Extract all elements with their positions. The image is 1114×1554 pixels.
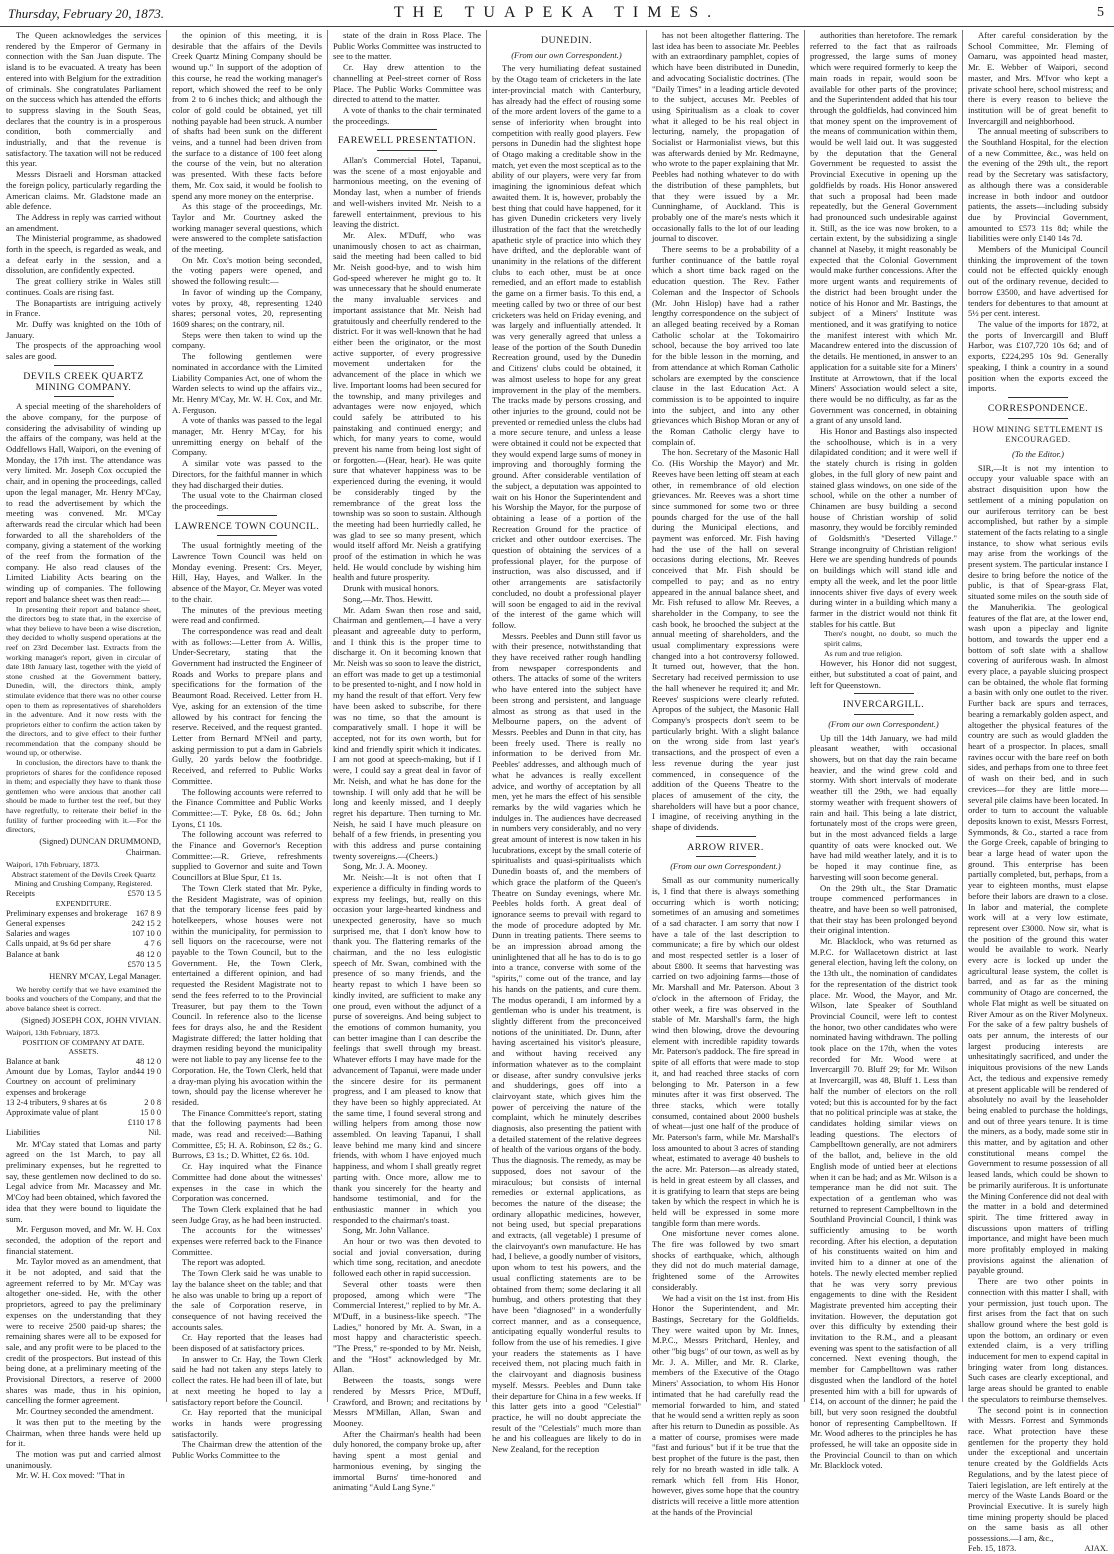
dateline: Waipori, 17th February, 1873. bbox=[6, 860, 100, 870]
paragraph: Small as our community numerically is, I find that there is always something occurring which is worth noticing; sometimes of an amusing and sometimes of a sad character. I am sorry that now I have a tale of the last description to communicate; a fire by which our oldest and most respected settler is a loser of about £800. It seems that harvesting was carried on two adjoining farms—those of Mr. Marshall and Mr. Paterson. About 3 o'clock in the afternoon of Friday, the other week, a fire was observed in the stable of Mr. Marshall's farm, the high wind then blowing, drove the devouring element with incredible rapidity towards Mr. Paterson's paddock. The fire spread in spite of all efforts that were made to stop it, and had reached three stacks of corn belonging to Mr. Paterson in a few minutes after it was first observed. The three stacks, which were totally consumed, contained about 2000 bushels of wheat—just one half of the produce of Mr. Paterson's farm, while Mr. Marshall's loss amounted to about 3 acres of standing wheat, estimated to average 40 bushels to the acre. Mr. Paterson—as already stated, is held in great esteem by all classes, and it is gratifying to learn that steps are being taken by which the respect in which he is held will be expressed in some more tangible form than mere words. bbox=[652, 875, 799, 1228]
paragraph: However, his Honor did not suggest, either, but substituted a coat of paint, and left for Queenstown. bbox=[810, 658, 957, 690]
paragraph: Up till the 14th January, we had mild pleasant weather, with occasional showers, but on that day the rain became heavier, and the wind grew cold and stormy. With short intervals of moderate weather till the 29th, we had equally stormy weather with frequent showers of rain and hail. This being a late district, fortunately most of the crops were green, but in the most advanced fields a large quantity of oats were knocked out. We have had mild weather lately, and it is to be hoped it may continue fine, as harvesting will soon become general. bbox=[810, 732, 957, 882]
column-rule bbox=[962, 30, 963, 1402]
paragraph: In favor of winding up the Company, votes by proxy, 48, representing 1240 shares; personal votes, 20, representing 1609 shares; on the contrary, nil. bbox=[172, 286, 322, 329]
letter-title: HOW MINING SETTLEMENT IS ENCOURAGED. bbox=[972, 424, 1104, 445]
paragraph: A vote of thanks to the chair terminated the proceedings. bbox=[333, 104, 481, 126]
correspondent-line: (From our own Correspondent.) bbox=[511, 49, 622, 60]
ledger-line: Liabilities Nil. bbox=[6, 1128, 161, 1138]
paragraph: Song, Mr. J. A. Mooney. bbox=[343, 861, 428, 872]
paragraph: We had a visit on the 1st inst. from His Honor the Superintendent, and Mr. Bastings, Secretary for the Goldfields. They were waited upon by Mr. Innes, M.P.C., Messrs Pritchard, Henley, and other "big bugs" of our town, as well as by Mr. J. A. Miller, and Mr. R. Clarke, members of the Executive of the Otago Miners' Association, to whom His Honor intimated that he had carefully read the memorial forwarded to him, and stated that he would send a written reply as soon after his return to Dunedin as possible. As a matter of course, promises were made "fast and furious" but if it be true that the best prophet of the future is the past, then rely for no breath wasted in idle talk. A remark which fell from His Honor, however, gives some hope that the country districts will receive a little more attention at the hands of the Provincial bbox=[652, 1292, 799, 1517]
paragraph: The great colliery strike in Wales still continues. Coals are rising fast. bbox=[6, 276, 161, 297]
paragraph: Between the toasts, songs were rendered by Messrs Price, M'Duff, Crawford, and Brown; and recitations by Messrs M'Millan, Allan, Swan and Mooney. bbox=[333, 1375, 481, 1428]
paragraph: Mr. Ferguson moved, and Mr. W. H. Cox seconded, the adoption of the report and financial statement. bbox=[6, 1224, 161, 1256]
section-rule bbox=[54, 365, 114, 366]
column-rule bbox=[646, 30, 647, 1402]
column-rule bbox=[166, 30, 167, 1402]
paragraph: The Queen acknowledges the services rendered by the Emperor of Germany in connection with the San Juan dispute. The island is to be evacuated. A treaty has been entered into with Belgium for the extradition of criminals. She congratulates Parliament on the success which has attended the efforts to suppress slaving in the South Seas, declares that the country is in a prosperous condition, both commercially and industrially, and that the revenue is satisfactory. The taxation will not be reduced this year. bbox=[6, 30, 161, 169]
paragraph: It was then put to the meeting by the Chairman, when three hands were held up for it. bbox=[6, 1416, 161, 1449]
paragraph: The prospects of the approaching wool sales are good. bbox=[6, 340, 161, 362]
paragraph: His Honor and Bastings also inspected the schoolhouse, which is in a very dilapidated condition; and it were well if the stately church is rising in golden globes, in the full glory of new paint and stained glass windows, on one side of the school, while on the other a number of Chinamen are busy building a second house of Christian worship of solid masonry, they would be forcibly reminded of Goldsmith's "Deserted Village." Strange incongruity of Christian religion! Here we are spending hundreds of pounds on buildings which will stand idle and empty all the week, and let the poor little innocents shiver five days of every week during winter in a building which many a farmer in the district would not think fit stables for his cattle. But bbox=[810, 426, 957, 629]
paragraph: The following gentlemen were nominated in accordance with the Limited Liability Companies Act, one of whom the Warden selects to wind up the affairs viz., Mr. Henry M'Cay, Mr. W. H. Cox, and Mr. A. Ferguson. bbox=[172, 351, 322, 415]
paragraph: The usual fortnightly meeting of the Lawrence Town Council was held on Monday evening. Present: Crs. Meyer, Hill, Hay, Hayes, and Walker. In the absence of the Mayor, Cr. Meyer was voted to the chair. bbox=[172, 540, 322, 604]
paragraph: Mr. Neish:—It is not often that I experience a difficulty in finding words to express my feelings, but, really on this occasion your large-hearted kindness and unexpected generosity, have so much surprised me, that I don't know how to thank you. The flattering remarks of the chairman, and the no less eulogistic speech of Mr. Swan, combined with the presence of so many friends, and the hearty repast to which I have been so kindly invited, are sufficient to make any one proud, even without the adjunct of a purse of sovereigns. And being subject to the emotions of common humanity, you can better imagine than I can describe the feelings that swell through my breast. Whatever efforts I may have made for the advancement of Tapanui, were made under the sincere desire for its permanent progress, and I am pleased to know that they have been so highly appreciated. At the same time, I found several strong and willing helpers from among those now assembled. On leaving Tapanui, I shall leave behind me many kind and sincere friends, with whom I have enjoyed much happiness, and whom I shall greatly regret parting with. Once more, allow me to thank you sincerely for the hearty and handsome testimonial, and for the enthusiastic manner in which you responded to the chairman's toast. bbox=[333, 872, 481, 1225]
paragraph: A vote of thanks was passed to the legal manager, Mr. Henry M'Cay, for his unremitting energy on behalf of the Company. bbox=[172, 415, 322, 458]
column-6 bbox=[810, 30, 957, 1471]
paragraph: Mr. Duffy was knighted on the 10th of January. bbox=[6, 318, 161, 340]
section-rule bbox=[377, 129, 437, 130]
section-rule bbox=[696, 856, 756, 857]
paragraph: In answer to Cr. Hay, the Town Clerk said he had not taken any steps lately to collect the rates. He had been ill of late, but at next meeting he hoped to lay a satisfactory report before the Council. bbox=[172, 1353, 322, 1407]
paragraph: Cr. Hay reported that the leases had been disposed of at satisfactory prices. bbox=[172, 1332, 322, 1354]
paragraph: The Ministerial programme, as shadowed forth in the speech, is regarded as weak, and a defeat early in the session, and a dissolution, are confidently expected. bbox=[6, 233, 161, 276]
section-rule bbox=[217, 535, 277, 536]
paragraph: One misfortune never comes alone. The fire was followed by two smart shocks of earthquake, which, although they did not do much material damage, frightened some of the Arrowites considerably. bbox=[652, 1228, 799, 1292]
article-heading: FAREWELL PRESENTATION. bbox=[337, 135, 477, 147]
signature: (Signed) JOSEPH COX, JOHN VIVIAN. bbox=[21, 1015, 161, 1025]
ledger-heading: ASSETS. bbox=[68, 1047, 99, 1057]
paragraph: the opinion of this meeting, it is desirable that the affairs of the Devils Creek Quartz Mining Company should be wound up." In support of the adoption of this course, he read the working manager's report, which showed the reef to be only from 2 to 6 inches thick; and although the color of gold could be obtained, yet till nothing payable had been struck. A number of shafts had been sunk on the different veins, and a tunnel had been driven from the surface to a distance of 100 feet along the course of the vein, but no alteration was presented. With these facts before them, Mr. Cox said, it would be foolish to spend any more money on the enterprise. bbox=[172, 30, 322, 201]
ledger-line: Amount due by Lomas, Taylor and Courtney on account of preliminary expenses and brokerage 44 19 0 bbox=[6, 1067, 161, 1097]
section-rule bbox=[854, 693, 914, 694]
paragraph: As this stage of the proceedings, Mr. Taylor and Mr. Courtney asked the working manager several questions, which were answered to the complete satisfaction of the meeting. bbox=[172, 201, 322, 255]
paragraph: Steps were then taken to wind up the company. bbox=[172, 329, 322, 351]
paragraph: The very humiliating defeat sustained by the Otago team of cricketers in the late inter-provincial match with Canterbury, has already had the effect of rousing some of the more ardent lovers of the game to a sense of inferiority when brought into competition with really good players. Few persons in Dunedin had the slightest hope of Otago making a creditable show in the match, yet even the most sceptical as to the ability of our players, were very far from imagining the ignominious defeat which awaited them. It is, however, probably the best thing that could have happened, for it has given Dunedin cricketers very lively illustration of the fact that the wretchedly apathetic style of practice into which they have drifted, and the deplorable want of unanimity in the relations of the different clubs to each other, must be at once remedied, and an effort made to establish the game on a firmer basis. To this end, a meeting called by two or three of our best cricketers was held on Friday evening, and was largely and influentially attended. It was very generally agreed that unless a lease of the portion of the South Dunedin Recreation ground, used by the Dunedin and Citizens' clubs could be obtained, it was almost useless to hope for any great improvement in the play of the members. The tracks made by persons crossing, and other injuries to the ground, could not be prevented or remedied unless the clubs had a more secure tenure, and unless a lease were obtained it could not be expected that they would expend large sums of money in improving and thoroughly forming the ground. After considerable ventilation of the subject, a deputation was appointed to wait on his Honor the Superintendent and his Worship the Mayor, for the purpose of obtaining a lease of a portion of the Recreation Ground for the practice of cricket and other outdoor exercises. The question of obtaining the services of a professional player, for the purpose of instruction, was also discussed, and if other arrangements are satisfactorily concluded, no doubt a professional player will soon be engaged to aid in the revival of the interest of the game which will follow. bbox=[492, 63, 641, 630]
ledger-heading: EXPENDITURE. bbox=[55, 899, 112, 909]
paragraph: Mr. Alex. M'Duff, who was unanimously chosen to act as chairman, said the meeting had been called to bid Mr. Neish good-bye, and to wish him God-speed wherever he might go to. It was unnecessary that he should enumerate the many invaluable services and important assistance that Mr. Neish had gratuitously and cheerfully rendered to the district. For it was well-known that he had either been the originator, or the most active supporter, of every progressive movement undertaken for the advancement of the place in which we live. Important looms had been secured for the township, and many privileges and advantages were now enjoyed, which could safely be attributed to his painstaking and continued energy; and which, for many years to come, would prevent his name from being lost sight of or forgotten.—(Hear, hear). He was quite sure that whatever happiness was to be experienced during the evening, it would be considerably tinged by the remembrance of the great loss the township was so soon to sustain. Although the meeting had been hurriedly called, he was glad to see so many present, which would itself afford Mr. Neish a gratifying proof of the estimation in which he was held. He would conclude by wishing him health and future prosperity. bbox=[333, 229, 481, 583]
paragraph: Messrs Disraeli and Horsman attacked the foreign policy, particularly regarding the American claims. Mr. Gladstone made an able defence. bbox=[6, 169, 161, 212]
ledger-line: 13 2-4 tributers, 9 shares at 6s 2 0 8 bbox=[6, 1097, 161, 1107]
paragraph: After careful consideration by the School Committee, Mr. Fleming of Oamaru, was appointed head master, Mr. E. Webber of Waipori, second master, and Mrs. M'Ivor who kept a private school here, school mistress; and there is every reason to believe the institution will be of great benefit to Invercargill and neighborhood. bbox=[968, 30, 1108, 126]
newspaper-title: THE TUAPEKA TIMES. bbox=[393, 4, 721, 21]
ledger-line: Balance at bank 48 12 0 bbox=[6, 949, 161, 959]
report-text: In conclusion, the directors have to thank the proprietors of shares for the confidence reposed in them; and especially they have to thank those gentlemen who were anxious that another call should be made to further test the reef, but they have regretfully, to reiterate their belief in the futility of further proceeding with it.—For the directors, bbox=[6, 758, 161, 835]
ledger-line: Approximate value of plant 15 0 0 bbox=[6, 1108, 161, 1117]
paragraph: The following account was referred to the Finance and Governor's Reception Committee:—R. Grieve, refreshments supplied to Governor and suite and Town Councillors at Blue Spur, £1 1s. bbox=[172, 829, 322, 883]
paragraph: The Bonapartists are intriguing actively in France. bbox=[6, 297, 161, 319]
verse-quote: There's nought, no doubt, so much the spirit calms, As rum and true religion. bbox=[824, 629, 957, 658]
section-rule bbox=[217, 515, 277, 516]
paragraph: An hour or two was then devoted to social and jovial conversation, during which time song, recitation, and anecdote followed each other in rapid succession. bbox=[333, 1236, 481, 1279]
ledger-total: £570 13 5 bbox=[127, 959, 161, 969]
column-rule bbox=[327, 30, 328, 1402]
correspondent-line: (From our own Correspondent.) bbox=[670, 861, 781, 872]
article-heading: INVERCARGILL. bbox=[842, 699, 925, 711]
paragraph: Mr. Taylor moved as an amendment, that it be not adopted, and said that the agreement referred to by Mr. M'Cay was altogether one-sided. He, with the other proprietors, agreed to pay the preliminary expenses on the understanding that they were to receive 2500 paid-up shares; the remaining shares were all to be exposed for sale, and any profit were to be placed to the credit of the prospectors. But instead of this being done, at a preliminary meeting of the Provisional Directors, a reserve of 2000 shares was made, thus in his opinion, cancelling the former agreement. bbox=[6, 1256, 161, 1406]
paragraph: After the Chairman's health had been duly honored, the company broke up, after having spent a most genial and harmonious evening, by singing the immortal Burns' time-honored and animating "Auld Lang Syne." bbox=[333, 1428, 481, 1493]
article-heading: ARROW RIVER. bbox=[687, 841, 764, 853]
paragraph: The minutes of the previous meeting were read and confirmed. bbox=[172, 604, 322, 626]
paragraph: Drunk with musical honors. bbox=[343, 583, 439, 594]
paragraph: The hon. Secretary of the Masonic Hall Co. (His Worship the Mayor) and Mr. Reeves have been letting off steam at each other, in remembrance of old election grievances. Mr. Reeves was a short time since summoned for some two or three pounds charged for the use of the hall during the Municipal elections, and payment was enforced. Mr. Fish having had the use of the hall on several occasions during elections, Mr. Reeves conceived that Mr. Fish should be compelled to pay; and as no entry appeared in the annual balance sheet, and Mr. Fish refused to allow Mr. Reeves, a shareholder in the Company, to see the cash book, he brooched the subject at the annual meeting of shareholders, and the usual complimentary expressions were changed into a hot controversy followed. It turned out, however, that the hon. Secretary had received permission to use the hall whenever he required it; and Mr. Reeves' suspicions were clearly refuted. Apropos of the subject, the Masonic Hall Company's prospects don't seem to be particularly bright. With a slight balance on the wrong side from last year's transactions, and the prospect of even a less revenue during the year just commenced, in consequence of the addition of the Queens Theatre to the places of amusement of the city, the shareholders will have but a poor chance, I imagine, of receiving anything in the shape of dividends. bbox=[652, 447, 799, 833]
ledger-line: Calls unpaid, at 9s 6d per share 4 7 6 bbox=[6, 939, 161, 949]
column-4 bbox=[492, 30, 641, 1455]
article-heading: LAWRENCE TOWN COUNCIL. bbox=[174, 520, 320, 532]
correspondent-line: (From our own Correspondent.) bbox=[828, 718, 939, 729]
paragraph: Mr. Courtney seconded the amendment. bbox=[16, 1406, 154, 1417]
ledger-line: Receipts £570 13 5 bbox=[6, 889, 161, 898]
paragraph: The Chairman drew the attention of the Public Works Committee to the bbox=[172, 1439, 322, 1461]
ledger-line: Preliminary expenses and brokerage 167 8 9 bbox=[6, 908, 161, 918]
paragraph: The second point is in connection with Messrs. Forrest and Symmonds race. What protection have these gentlemen for the property they hold under the exceptional and uncertain tenure created by the Goldfields Acts Regulations, and by the latest piece of Taieri legislation, are left entirely at the mercy of the Waste Lands Board or the Provincial Executive. It is surely high time mining property should be placed on the same basis as all other possessions.—I am, &c., bbox=[968, 1404, 1108, 1544]
page-number: 5 bbox=[1097, 5, 1104, 20]
paragraph: Cr. Hay inquired what the Finance Committee had done about the witnesses' expenses in the case in which the Corporation was concerned. bbox=[172, 1161, 322, 1204]
paragraph: The correspondence was read and dealt with as follows:—Letter from A. Willis, Under-Secretary, stating that the Government had instructed the Engineer of Roads and Works to prepare plans and specifications for the formation of the Beaumont Road. Received. Letter from H. Vye, asking for an extension of the time allowed by his contract for fencing the reserve. Received, and the request granted. Letter from Bernard M'Neil and party, asking permission to put a dam in Gabriels Gully, 20 yards below the footbridge. Received, and referred to Public Works Committee. bbox=[172, 625, 322, 786]
section-rule bbox=[696, 836, 756, 837]
column-1 bbox=[6, 30, 161, 1481]
ledger-line: Salaries and wages 107 10 0 bbox=[6, 929, 161, 939]
paragraph: The Town Clerk stated that Mr. Pyke, the Resident Magistrate, was of opinion that the temporary license fees paid by hotelkeepers, whose houses were not within the municipality, for permission to sell liquors on the racecourse, were not payable to the Town Council, but to the Government. He, the Town Clerk, entertained a different opinion, and had requested the Resident Magistrate not to send the fees referred to to the Provincial Treasurer, but pay them to the Town Council. In reference also to the license fees for drays also, he and the Resident Magistrate differed; the latter holding that draymen residing beyond the municipality were not liable to pay any license fee to the Corporation. He, the Town Clerk, held that a dray-man plying his avocation within the town, should pay the license wherever he resided. bbox=[172, 882, 322, 1107]
paragraph: The Finance Committee's report, stating that the following payments had been made, was read and received:—Bathing Committee, £5; H. A. Robinson, £2 8s.; G. Burrows, £3 1s.; D. Whittet, £2 6s. 10d. bbox=[172, 1107, 322, 1161]
column-rule bbox=[804, 30, 805, 1402]
letter-signature: AJAX. bbox=[1084, 1543, 1108, 1553]
letter-address: (To the Editor.) bbox=[1012, 449, 1064, 460]
paragraph: Mr. Blacklock, who was returned as M.P.C. for Wallacetown district at last general election, having left the colony, on the 13th ult., the nomination of candidates for the representation of the district took place. Mr. Wood, the Mayor, and Mr. Wilson, late Speaker of Southland Provincial Council, were left to contest the honor, two other candidates who were nominated having withdrawn. The polling took place on the 17th, when the votes recorded for Mr. Wood were at Invercargill 70. Bluff 29; for Mr. Wilson at Invercargill, was 48, Bluff 1. Less than half the number of electors on the roll voted; but this is accounted for by the fact that no political principle was at stake, the candidates holding similar views on leading questions. The electors of Campbelltown generally, are not admirers of the ballot, and, believe in the old English mode of untied beer at elections when it can be had; and as Mr. Wilson is a temperance man he did not suit. The expectation of a gentleman who was returned to represent Campbelltown in the Southland Provincial Council, I think was sufficiently amusing to be worth recording. After his election, a deputation of his constituents waited on him and invited him to a dinner at one of the hotels. The newly elected member replied that he was very sorry previous engagements to dine with the Resident Magistrate prevented him accepting their invitation. However, the deputation got over this difficulty by extending their invitation to the R.M., and a pleasant evening was spent to the satisfaction of all concerned. Next evening though, the member for Campbelltown was rather disgusted when the landlord of the hotel presented him with a bill for upwards of £14, on account of the dinner; he paid the bill, but very soon resigned the doubtful honor of representing Campbelltown. If Mr. Wood adheres to the principles he has professed, he will take an opposite side in the Provincial Council to than on which Mr. Blacklock voted. bbox=[810, 936, 957, 1471]
paragraph: authorities than heretofore. The remark referred to the fact that as railroads progressed, the large sums of money which were required formerly to keep the main roads in repair, would soon be available for other parts of the province; and the Superintendent added that his tour through the goldfields, had convinced him that money spent on the improvement of the means of communication within them, would be well laid out. It was suggested by the deputation that the General Government be requested to assist the Provincial Executive in opening up the goldfields by roads. His Honor answered that such a proposal had been made repeatedly, but the General Government had pronounced such undesirable against it. Still, as the ice was now broken, to a certain extent, by the subsidizing a single channel at Naseby, it might reasonably be expected that the Colonial Government would make further concessions. After the more urgent wants and requirements of the district had been brought under the notice of his Honor and Mr. Bastings, the subject of a Miners' Institute was mentioned, and it was gratifying to notice the manifest interest with which Mr. Macandrew entered into the discussion of the details. He mentioned, in answer to an application for a suitable site for a Miners' Institute at Arrowtown, that if the local Miners' Association would select a site, there would be no difficulty, as far as the Government was concerned, in obtaining a grant of any unsold land. bbox=[810, 30, 957, 426]
issue-date: Thursday, February 20, 1873. bbox=[8, 6, 164, 21]
paragraph: state of the drain in Ross Place. The Public Works Committee was instructed to see to the matter. bbox=[333, 30, 481, 62]
paragraph: On Mr. Cox's motion being seconded, the voting papers were opened, and showed the following result:— bbox=[172, 254, 322, 287]
paragraph: The Address in reply was carried without an amendment. bbox=[6, 211, 161, 233]
letter-date: Feb. 15, 1873. bbox=[968, 1543, 1017, 1553]
paragraph: The value of the imports for 1872, at the ports of Invercargill and Bluff Harbor, was £107,720 10s 6d; and of exports, £224,295 10s 9d. Generally speaking, I think a country in a sound position when the exports exceed the imports. bbox=[968, 318, 1108, 394]
certification: We hereby certify that we have examined the books and vouchers of the Company, and that the above balance sheet is correct. bbox=[6, 984, 161, 1013]
section-heading: CORRESPONDENCE. bbox=[987, 402, 1089, 414]
letter-signoff bbox=[968, 1544, 1108, 1554]
ledger-line: Balance at bank 48 12 0 bbox=[6, 1056, 161, 1066]
signature: (Signed) DUNCAN DRUMMOND, Chairman. bbox=[39, 836, 161, 857]
paragraph: Mr. W. H. Cox moved: "That in bbox=[16, 1470, 125, 1481]
column-7 bbox=[968, 30, 1108, 1553]
column-2 bbox=[172, 30, 322, 1461]
article-heading: DEVILS CREEK QUARTZ MINING COMPANY. bbox=[23, 370, 144, 393]
section-rule bbox=[1008, 418, 1068, 419]
paragraph: Messrs. Peebles and Dunn still favor us with their presence, notwithstanding that they have received rather rough handling from newspaper correspondents and others. The attacks of some of the writers who have entered into the subject have been strong and persistent, and language almost as strong as that used in the Melbourne papers, on the advent of Messrs. Peebles and Dunn in that city, has been freely used. There is really no information to be derived from Mr. Peebles' addresses, and although much of what he advances is really excellent advice, and worthy of acceptation by all men, yet he mars the effect of his sensible remarks by the wild vagaries which he indulges in. The audiences have decreased in numbers very considerably, and no very great amount of interest is now taken in his lucubrations, except by the small coterie of spiritualists and quasi-spiritualists which Dunedin boasts of, and the members of which grace the platform of the Queen's Theatre on Sunday evenings, where Mr. Peebles holds forth. A great deal of ignorance seems to prevail with regard to the mode of procedure adopted by Mr. Dunn in treating patients. There seems to be an impression abroad among the uninlightened that all he has to do is to go into a trance, converse with some of the "spirits," come out of the trance, and lay his hands on the patients, and cure them. The modus operandi, I am informed by a gentleman who is under his treatment, is slightly different from the preconceived notions of the uninitiated. Dr. Dunn, after having ascertained his visitor's pleasure, and without having received any information whatever as to the complaint or disease, after sundry convulsive jerks and shudderings, goes off into a clairvoyant state, which gives him the power of perceiving the nature of the complaint, which he minutely describes diagnosis, also presenting the patient with a detailed statement of the relative degrees of health of the various organs of the body. Thus the diagnosis. The remedy, as may be supposed, does not savour of the miraculous; but consists of internal remedies or external applications, as becomes the nature of the disease; the ordinary allopathic medicines, however, not being used, but special preparations and extracts, (all vegetable) I presume of the clairvoyant's own manufacture. He has had, I believe, a goodly number of visitors, upon whom to test his powers, and the usual conflicting statements are to be obtained from them; some declaring it all humbug, and others protesting that they have been "diagnosed" in a wonderfully correct manner, and as a consequence, anticipating equally wonderful results to follow from the use of his remedies. I give your readers the statements as I have received them, not placing much faith in the clairvoyant and diagnosis business myself. Messrs. Peebles and Dunn take their departure for China in a few weeks. If this latter gets into a good "Celestial" practice, he will no doubt appreciate the result of the "Celestials" much more than he and his colleagues are likely to do in New Zealand, for the reception bbox=[492, 630, 641, 1455]
signature: HENRY M'CAY, Legal Manager. bbox=[49, 972, 161, 982]
column-rule bbox=[486, 30, 487, 1402]
section-rule bbox=[854, 714, 914, 715]
paragraph: Several other toasts were then proposed, among which were "The Commercial Interest," replied to by Mr. A. M'Duff, in a business-like speech. "The Ladies," honored by Mr. A. Swan, in a most happy and characteristic speech. "The Press," re-sponded to by Mr. Neish, and the "Host" acknowledged by Mr. Allan. bbox=[333, 1278, 481, 1375]
report-text: In presenting their report and balance sheet, the directors beg to state that, in the exercise of what they believe to have been a wise discretion, they decided to wholly suspend operations at the reef on 23rd December last. Extracts from the working manager's report, given in circular of date 18th January last, together with the yield of stone crushed at the Government battery, Dunedin, will, the directors think, amply stimulate evidence that there was no other course open to them as representatives of shareholders in the adventure. And it now rests with the proprietors either to confirm the action taken by the directors, and to give effect to their further recommendation that the company should be wound up, or otherwise. bbox=[6, 604, 161, 758]
section-rule bbox=[1008, 397, 1068, 398]
column-5 bbox=[652, 30, 800, 1517]
paragraph: The Town Clerk said he was unable to lay the balance sheet on the table; and that he also was unable to bring up a report of the sale of Corporation reserve, in consequence of not having received the accounts sales. bbox=[172, 1268, 322, 1332]
column-3 bbox=[333, 30, 481, 1493]
masthead bbox=[0, 0, 1114, 27]
paragraph: Song, Mr. John Vallance. bbox=[343, 1225, 430, 1236]
paragraph: The report was adopted. bbox=[182, 1257, 266, 1268]
paragraph: Song,—Mr. Thos. Hewitt. bbox=[343, 593, 433, 604]
paragraph: Members of the Municipal Council thinking the improvement of the town could not be effected quickly enough out of the ordinary revenue, decided to borrow £3500, and have advertised for tenders for debentures to that amount at 5½ per cent. interest. bbox=[968, 244, 1108, 319]
paragraph: On the 29th ult., the Star Dramatic troupe commenced performances in theatre, and have been so well patronised, that their stay has been prolonged beyond their original intention. bbox=[810, 882, 957, 936]
paragraph: has not been altogether flattering. The last idea has been to associate Mr. Peebles with an extraordinary pamphlet, copies of which have been distributed in Dunedin, and advocating Socialistic doctrines. (The "Daily Times" in a leading article devoted to the subject, accuses Mr. Peebles of using Spiritualism as a cloak to cover what it alleged to be his real object in lecturing, namely, the propagation of Socialist or Harmonialist views, but this was afterwards denied by Mr. Redmayne, who wrote to the paper explaining that Mr. Peebles had nothing whatever to do with the distribution of these pamphlets, but that they were issued by a Mr. Cunninghame, of Auckland. This is probably one of the mare's nests which it occasionally falls to the lot of our leading journal to discover. bbox=[652, 30, 800, 244]
section-rule bbox=[377, 150, 437, 151]
paragraph: Cr. Hay drew attention to the channelling at Peel-street corner of Ross Place. The Public Works Committee was directed to attend to the matter. bbox=[333, 62, 481, 105]
dateline: Waipori, 13th February, 1873. bbox=[6, 1028, 100, 1038]
paragraph: SIR,—It is not my intention to occupy your valuable space with an abstract disquisition upon how the settlement of a mining population on our auriferous territory can be best accomplished, but rather by a simple statement of the facts relating to a single instance, to show what serious evils may arise from the workings of the present system. The particular instance I desire to bring before the notice of the public, is that of Spear-grass Flat, situated some miles on the south side of the Manuherikia. The geological features of the flat are, at the lower end, wash upon a pipeclay and lignite bottom, and towards the upper end a bottom of soft slate with a shallow covering of auriferous wash. In almost every place, a payable sluicing prospect can be obtained, the whole flat forming a basin with only one outlet to the river. Further back are spurs and terraces, bearing a remarkably golden aspect, and altogether the physical features of the country are such as would gladden the heart of a prospector. In places, small ravines occur with the bare reef on both sides, and perhaps from one to three feet of wash on their bed, and in such crevices—for they are little more—several pile claims have been located. In order to turn to account the valuable deposits known to exist, Messrs Forrest, Symmonds, & Co., started a race from the Gorge Creek, capable of bringing to bear a large head of water upon the ground. This enterprise has been partially completed, but, perhaps, from a year to eighteen months, must elapse before their labors are drawn to a close. In labor and material, the complete work will at a very low estimate, represent over £3000. Now sir, what is the position of the ground this water would be available to work. Nearly every acre is locked up under the agricultural lease system, the collet is barred, and as far as the mining community of Otago are concerned, the whole Flat might as well be situated on River Amour as on the River Molyneux. For the sake of a few paltry bushels of oats per annum, the interests of our largest producing interests are unhesitatingly sacrificed, and under the iniquitous provisions of the new Lands Act, the tedious and expensive remedy at present applicable will be rendered of absolutely no avail by the leaseholder being enabled to purchase the holdings, and out of three years tenure. It is time the miners, as a body, made some stir in this matter, and by agitation and other constitutional means compel the Government to resume possession of all leased lands, which could be shown to be primarily auriferous. It is unfortunate the Mining Conference did not deal with the matter in a bold and determined spirit. The time frittered away in discussions upon matters of trifling importance, and might have been much more profitably employed in making provisions against the alienation of payable ground. bbox=[968, 462, 1108, 1276]
paragraph: A special meeting of the shareholders of the above company, for the purpose of considering the advisability of winding up the affairs of the company, was held at the Oddfellows Hall, Waipori, on the evening of Monday, the 17th inst. The attendance was very limited. Mr. Joseph Cox occupied the chair, and in opening the proceedings, called upon the legal manager, Mr. Henry M'Cay, to read the advertisement by which the meeting was convened. Mr. M'Cay afterwards read the circular which had been forwarded to all the shareholders of the company, giving a statement of the working of the reef from the formation of the company. He also read clauses of the Limited Liability Acts bearing on the winding up of companies. The following report and balance sheet was then read:— bbox=[6, 401, 161, 604]
paragraph: The annual meeting of subscribers to the Southland Hospital, for the election of a new Committee, &c., was held on the evening of the 29th ult., the report read by the Secretary was satisfactory, as although there was a considerable increase in both indoor and outdoor patients, the assets—including subsidy due by Provincial Government, amounted to £573 11s 8d; while the liabilities were only £140 14s 7d. bbox=[968, 126, 1108, 244]
paragraph: There are two other points in connection with this matter I shall, with your permission, just touch upon. The first arises from the fact that on such shallow ground where the best gold is upon the bottom, an ordinary or even extended claim, is a very trifling inducement for men to expend capital in bringing water from long distances. Such cases are clearly exceptional, and large areas should be granted to enable the speculators to reimburse themselves. bbox=[968, 1276, 1108, 1404]
ledger-total: £110 17 8 bbox=[127, 1118, 161, 1128]
ledger-line: General expenses 242 15 2 bbox=[6, 919, 161, 928]
paragraph: The accounts for the witnesses' expenses were referred back to the Finance Committee. bbox=[172, 1225, 322, 1257]
paragraph: A similar vote was passed to the Directors, for the faithful manner in which they had discharged their duties. bbox=[172, 458, 322, 490]
paragraph: The Town Clerk explained that he had seen Judge Gray, as he had been instructed. bbox=[172, 1203, 322, 1225]
paragraph: Cr. Hay reported that the municipal works in hands were progressing satisfactorily. bbox=[172, 1407, 322, 1439]
ledger-heading: POSITION OF COMPANY AT DATE. bbox=[22, 1037, 145, 1047]
abstract-heading: Abstract statement of the Devils Creek Quartz Mining and Crushing Company, Registered. bbox=[11, 869, 156, 889]
article-heading: DUNEDIN. bbox=[540, 35, 593, 46]
section-rule bbox=[54, 396, 114, 397]
paragraph: Allan's Commercial Hotel, Tapanui, was the scene of a most enjoyable and harmonious meeting, on the evening of Monday last, when a number of friends and well-wishers invited Mr. Neish to a farewell entertainment, previous to his leaving the district. bbox=[333, 155, 481, 230]
paragraph: The usual vote to the Chairman closed the proceedings. bbox=[172, 490, 322, 511]
paragraph: Mr. M'Cay stated that Lomas and party agreed on the 1st March, to pay all preliminary expenses, but he regretted to say, these gentlemen now declined to do so. Legal advice from Mr. Macassey and Mr. M'Coy had been obtained, which favored the idea that they were bound to liquidate the sum. bbox=[6, 1138, 161, 1224]
paragraph: The following accounts were referred to the Finance Committee and Public Works Committee:—T. Pyke, £8 0s. 6d.; John Lyons, £1 10s. bbox=[172, 786, 322, 829]
paragraph: The motion was put and carried almost unanimously. bbox=[6, 1449, 161, 1470]
paragraph: Mr. Adam Swan then rose and said, Chairman and gentlemen,—I have a very pleasant and agreeable duty to perform, and I think this is the proper time to discharge it. On it becoming known that Mr. Neish was so soon to leave the district, an effort was made to get up a testimonial to be presented to-night, and I now hold in my hand the result of that effort. Very few have been asked to subscribe, for there was no time, so that the amount is comparatively small. I hope it will be accepted, not for its own worth, but for kind and friendly spirit which it indicates. I am not good at speech-making, but if I were, I could say a great deal in favor of Mr. Neish, and what he has done for the township. I will only add that he will be long and keenly missed, and I deeply regret his departure. Then turning to Mr. Neish, he said I have much pleasure on behalf of a few friends, in presenting you with this address and purse containing twenty sovereigns.—(Cheers.) bbox=[333, 604, 481, 861]
paragraph: There seems to be a probability of a further continuance of the battle royal which a short time back raged on the education question. The Rev. Father Coleman and the Inspector of Schools (Mr. John Hislop) have had a rather lengthy correspondence on the subject of an alleged beating received by a Roman Catholic scholar at the Tokomairiro school, because the boy arrived too late for the bible lesson in the morning, and from attendance at which Roman Catholic scholars are exempted by the conscience clause in the last Education Act. A commission is to be appointed to inquire into the subject, and into any other grievances which Bishop Moran or any of the Roman Catholic clergy have to complain of. bbox=[652, 244, 799, 447]
